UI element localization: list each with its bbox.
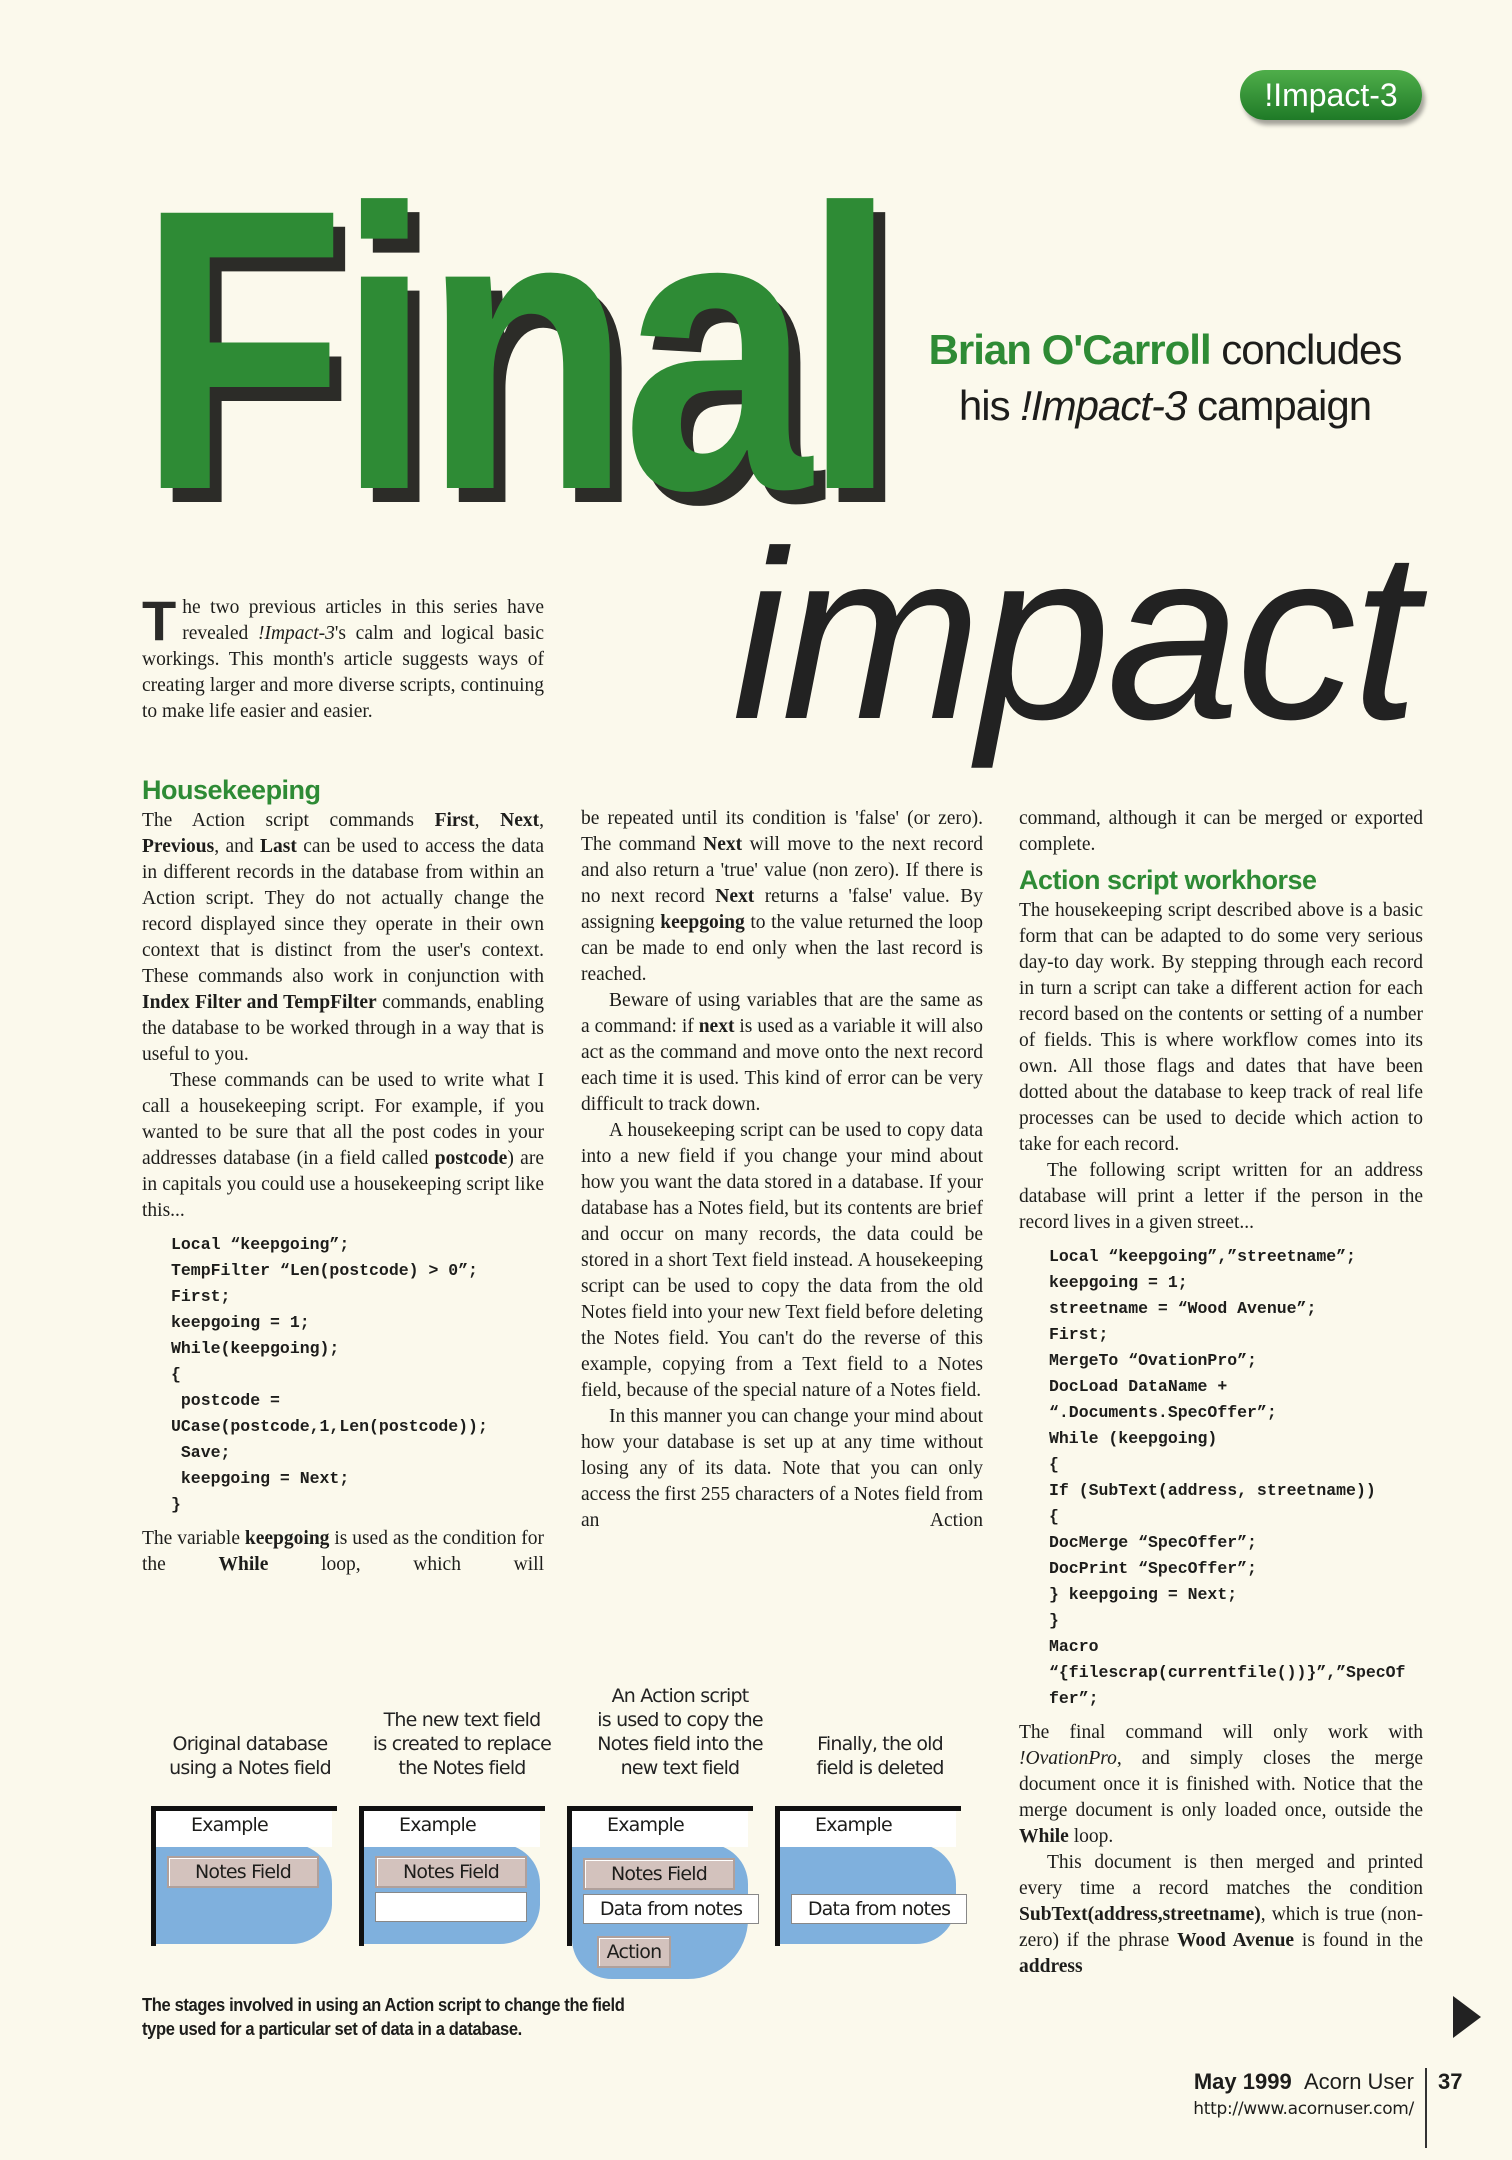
headline-impact: impact — [732, 501, 1415, 769]
text-run: loop, which will — [268, 1554, 544, 1575]
stage-label: An Action script is used to copy the Notes field into the new text field — [597, 1685, 763, 1779]
data-field: Data from notes — [791, 1894, 967, 1924]
window-title: Example — [815, 1814, 892, 1836]
notes-field: Notes Field — [167, 1856, 319, 1888]
paragraph — [142, 1068, 544, 1224]
column-3 — [1019, 806, 1423, 1980]
footer-url: http://www.acornuser.com/ — [1193, 2099, 1414, 2119]
window-title: Example — [191, 1814, 268, 1836]
paragraph — [1019, 1850, 1423, 1980]
text-run: , and — [214, 836, 261, 857]
section-heading-housekeeping: Housekeeping — [142, 775, 321, 805]
magazine-name: Acorn User — [1303, 2069, 1414, 2094]
new-text-field — [375, 1892, 527, 1922]
text-run: be repeated until its condition is 'false' (or zero). The command — [581, 808, 983, 855]
diagram-caption: The stages involved in using an Action script to change the field type used for a particular set of data in a database. — [142, 1995, 625, 2039]
text-run: command, although it can be merged or exported complete. — [1019, 808, 1423, 855]
bold-term: address — [1019, 1956, 1083, 1977]
text-run: is used as a variable it will also act as the command and move onto the next record each time it is used. This kind of error can be very difficult to track down. — [581, 1016, 983, 1115]
action-button: Action — [597, 1936, 671, 1968]
paragraph — [1019, 898, 1423, 1158]
column-1 — [142, 768, 544, 1578]
bold-term: Previous — [142, 836, 215, 857]
bold-term: Wood Avenue — [1177, 1930, 1295, 1951]
stage-3-window — [567, 1806, 760, 1981]
text-run: to the value returned the loop can be made to end only when the last record is reached. — [581, 912, 983, 985]
paragraph — [142, 808, 544, 1068]
notes-field: Notes Field — [583, 1858, 735, 1890]
text-run: commands, enabling the database to be worked through in a way that is useful to you. — [142, 992, 544, 1065]
text-run: The following script written for an address database will print a letter if the person in the record lives in a given street... — [1019, 1160, 1423, 1233]
notes-field: Notes Field — [375, 1856, 527, 1888]
paragraph — [1019, 806, 1423, 858]
text-run: , — [539, 810, 545, 831]
text-run: The Action script commands — [142, 810, 435, 831]
bold-term: Index Filter and TempFilter — [142, 992, 377, 1013]
text-run: ) are in capitals you could use a housekeeping script like this... — [142, 1148, 544, 1221]
byline-text: campaign — [1186, 382, 1372, 429]
stage-label: Finally, the old field is deleted — [816, 1733, 944, 1779]
text-run: The final command will only work with — [1019, 1722, 1423, 1743]
series-badge: !Impact-3 — [1240, 70, 1422, 120]
section-heading-workhorse: Action script workhorse — [1019, 865, 1317, 895]
code-listing-merge: Local “keepgoing”,”streetname”; keepgoing = 1; streetname = “Wood Avenue”; First; MergeTo “OvationPro”; DocLoad DataName + “.Documents.SpecOffer”; While (keepgoing) { If (SubText(address, streetname)) { DocMerge “SpecOffer”; DocPrint “SpecOffer”; } keepgoing = Next; } Macro “{filescrap(currentfile())}”,”SpecOf fer”; — [1049, 1247, 1406, 1708]
bold-term: SubText(address,streetname) — [1019, 1904, 1261, 1925]
bold-term: keepgoing — [244, 1528, 330, 1549]
stage-4-window — [775, 1806, 968, 1946]
intro-paragraph — [142, 589, 544, 725]
stage-1-window — [151, 1806, 337, 1946]
page-number: 37 — [1438, 2069, 1463, 2094]
italic-term: !Impact-3 — [257, 623, 335, 644]
text-run: he two previous articles in this series have revealed — [182, 597, 544, 644]
text-run: is used as the condition for the — [142, 1528, 544, 1575]
byline-text: his — [958, 382, 1021, 429]
stage-label: The new text field is created to replace the Notes field — [372, 1709, 552, 1779]
bold-term: Last — [260, 836, 297, 857]
data-field: Data from notes — [583, 1894, 759, 1924]
bold-term: While — [218, 1554, 269, 1575]
issue-date: May 1999 — [1193, 2069, 1292, 2094]
italic-term: !OvationPro — [1019, 1748, 1117, 1769]
paragraph — [581, 1118, 983, 1404]
text-run: is found in the — [1294, 1930, 1423, 1951]
intro-text — [142, 589, 544, 725]
text-run: , — [474, 810, 501, 831]
text-run: Beware of using variables that are the same as a command: if — [581, 990, 983, 1037]
bold-term: First — [434, 810, 475, 831]
bold-term: Next — [500, 810, 540, 831]
stage-2-window — [359, 1806, 545, 1946]
text-run: 's calm and logical basic workings. This month's article suggests ways of creating larger and more diverse scripts, continuing to make life easier and easier. — [142, 623, 544, 722]
bold-term: keepgoing — [660, 912, 745, 933]
text-run: A housekeeping script can be used to copy data into a new field if you change your mind about how you want the data stored in a database. If your database has a Notes field, but its contents are brief and occur on many records, the data could be stored in a short Text field instead. A housekeeping script can be used to copy the data from the old Notes field into your new Text field before deleting the Notes field. You can't do the reverse of this example, copying from a Text field to a Notes field, because of the special nature of a Notes field. — [581, 1120, 983, 1401]
window-title: Example — [607, 1814, 684, 1836]
text-run: These commands can be used to write what I call a housekeeping script. For example, if you wanted to be sure that all the post codes in your addresses database (in a field called — [142, 1070, 544, 1169]
byline-text: concludes — [1210, 326, 1402, 373]
byline — [925, 322, 1405, 434]
text-run: The variable — [142, 1528, 245, 1549]
column-2 — [581, 806, 983, 1534]
bold-term: Next — [715, 886, 755, 907]
footer-issue — [1194, 2068, 1414, 2096]
bold-term: While — [1019, 1826, 1069, 1847]
paragraph — [1019, 1158, 1423, 1236]
paragraph — [581, 1404, 983, 1534]
author-name: Brian O'Carroll — [928, 326, 1211, 373]
bold-term: Next — [703, 834, 743, 855]
text-run: returns a 'false' value. By assigning — [581, 886, 984, 933]
text-run: loop. — [1068, 1826, 1114, 1847]
paragraph — [142, 1526, 544, 1578]
text-run: This document is then merged and printed every time a record matches the condition — [1019, 1852, 1423, 1899]
footer-divider — [1425, 2068, 1427, 2148]
text-run: In this manner you can change your mind about how your database is set up at any time without losing any of its data. Note that you can only access the first 255 characters of a Notes field from an Action — [581, 1406, 983, 1531]
text-run: , which is true (non-zero) if the phrase — [1019, 1904, 1423, 1951]
text-run: will move to the next record and also return a 'true' value (non zero). If there is no next record — [581, 834, 983, 907]
byline-product: !Impact-3 — [1020, 382, 1187, 429]
paragraph — [581, 988, 983, 1118]
bold-term: postcode — [434, 1148, 508, 1169]
text-run: The housekeeping script described above is a basic form that can be adapted to do some very serious day-to day work. By stepping through each record in turn a script can take a different action for each record based on the contents or setting of a number of fields. This is where workflow comes into its own. All those flags and dates that have been dotted about the database to keep track of real life processes can be used to decide which action to take for each record. — [1019, 900, 1423, 1155]
window-title: Example — [399, 1814, 476, 1836]
paragraph — [581, 806, 983, 988]
bold-term: next — [698, 1016, 735, 1037]
paragraph — [1019, 1720, 1423, 1850]
code-listing-housekeeping: Local “keepgoing”; TempFilter “Len(postcode) > 0”; First; keepgoing = 1; While(keepgoing); { postcode = UCase(postcode,1,Len(postcode)); Save; keepgoing = Next; } — [171, 1235, 488, 1514]
text-run: , and simply closes the merge document once it is finished with. Notice that the merge document is only loaded once, outside the — [1019, 1748, 1423, 1821]
continue-arrow-icon — [1453, 1996, 1481, 2038]
stage-label: Original database using a Notes field — [169, 1733, 331, 1779]
text-run: can be used to access the data in different records in the database from within an Action script. They do not actually change the record displayed since they operate in their own context that is distinct from the user's context. These commands also work in conjunction with — [142, 836, 544, 987]
drop-cap: T — [142, 589, 177, 652]
headline-final: Final — [138, 126, 889, 573]
